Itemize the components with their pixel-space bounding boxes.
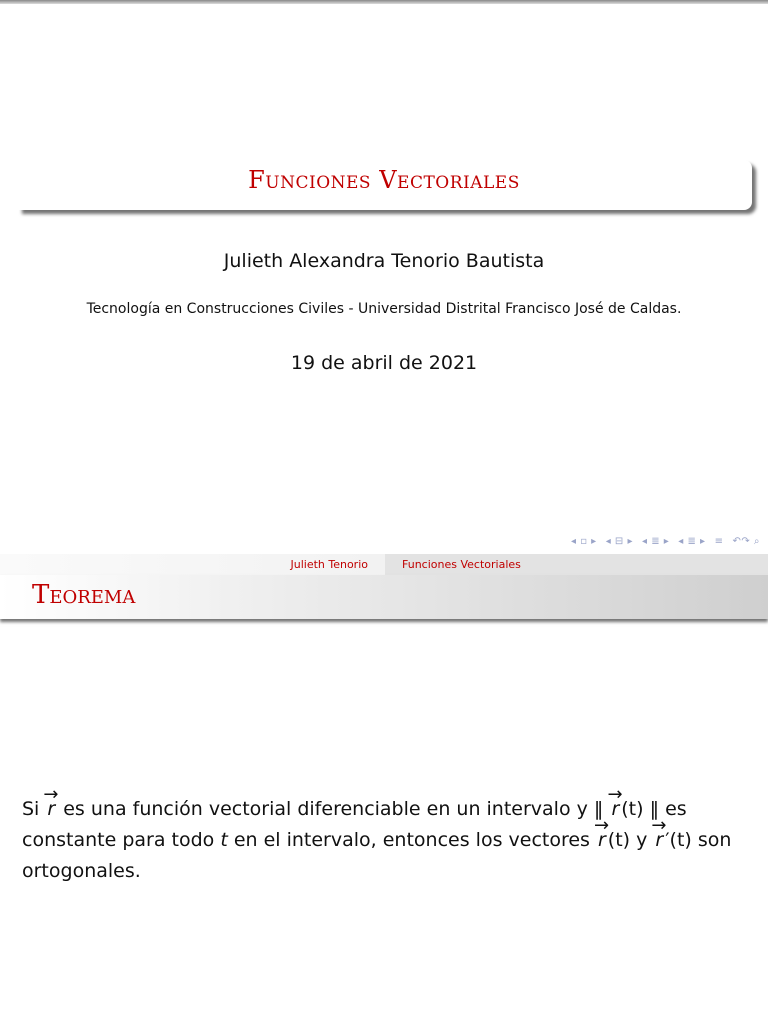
theorem-part: Si [22, 798, 46, 820]
theorem-part: (t) y [607, 829, 654, 851]
institute: Tecnología en Construcciones Civiles - Universidad Distrital Francisco José de Caldas. [86, 301, 682, 317]
nav-section-icon[interactable]: ◂ ≣ ▸ [678, 536, 706, 547]
variable-t: t [220, 829, 228, 851]
footer-author: Julieth Tenorio [0, 554, 385, 575]
theorem-part: es una función vectorial diferenciable en un intervalo y ‖ [57, 798, 610, 820]
theorem-part: ′(t) son ortogonales. [22, 829, 732, 882]
top-border [0, 0, 768, 4]
nav-align-icon[interactable]: ≡ [714, 536, 724, 547]
nav-frame-icon[interactable]: ◂ ⊟ ▸ [605, 536, 633, 547]
vector-r: → r [609, 794, 621, 825]
footer-title: Funciones Vectoriales [385, 554, 768, 575]
nav-search-icon[interactable]: ↶↷ ⌕ [732, 536, 760, 547]
theorem-text [22, 794, 752, 887]
beamer-navigation [571, 536, 760, 547]
theorem-part: (t) ‖ es constante para todo [22, 798, 687, 851]
presentation-title: Funciones Vectoriales [248, 166, 520, 194]
nav-prev-frame-icon[interactable]: ◂ ▫ ▸ [571, 536, 597, 547]
presentation-date: 19 de abril de 2021 [290, 352, 478, 374]
theorem-part: en el intervalo, entonces los vectores [227, 829, 596, 851]
vector-r: → r [596, 825, 608, 856]
author-name: Julieth Alexandra Tenorio Bautista [223, 250, 545, 272]
vector-r: → r [45, 794, 57, 825]
frame-title: Teorema [32, 580, 136, 610]
vector-r: → r [653, 825, 665, 856]
nav-subsection-icon[interactable]: ◂ ≣ ▸ [642, 536, 670, 547]
footer-bar [0, 554, 768, 575]
